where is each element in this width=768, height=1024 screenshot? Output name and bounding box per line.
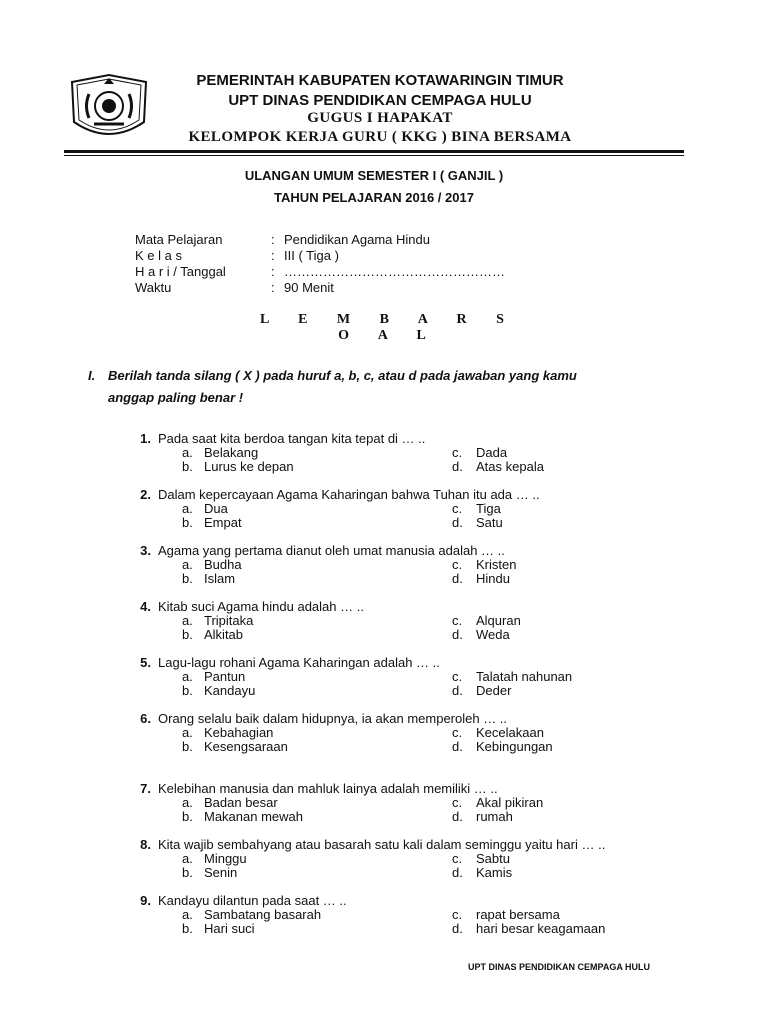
option-d: Kebingungan bbox=[476, 739, 553, 754]
option-letter-c: c. bbox=[452, 445, 463, 460]
question-text: Lagu-lagu rohani Agama Kaharingan adalah … .. bbox=[158, 655, 440, 670]
info-value: Pendidikan Agama Hindu bbox=[284, 232, 430, 247]
option-c: Kecelakaan bbox=[476, 725, 544, 740]
option-letter-b: b. bbox=[182, 865, 193, 880]
option-d: Satu bbox=[476, 515, 503, 530]
option-letter-a: a. bbox=[182, 795, 193, 810]
info-label: Mata Pelajaran bbox=[135, 232, 223, 247]
question-number: 4. bbox=[140, 599, 151, 614]
info-label: Waktu bbox=[135, 280, 172, 295]
question-text: Kelebihan manusia dan mahluk lainya adalah memiliki … .. bbox=[158, 781, 498, 796]
option-a: Badan besar bbox=[204, 795, 278, 810]
question-text: Orang selalu baik dalam hidupnya, ia akan memperoleh … .. bbox=[158, 711, 508, 726]
question-number: 8. bbox=[140, 837, 151, 852]
option-letter-d: d. bbox=[452, 683, 463, 698]
option-a: Tripitaka bbox=[204, 613, 254, 628]
option-letter-d: d. bbox=[452, 739, 463, 754]
option-letter-a: a. bbox=[182, 907, 193, 922]
info-value: 90 Menit bbox=[284, 280, 334, 295]
option-letter-d: d. bbox=[452, 571, 463, 586]
question-text: Pada saat kita berdoa tangan kita tepat di … .. bbox=[158, 431, 426, 446]
option-letter-c: c. bbox=[452, 501, 463, 516]
footer-institution: UPT DINAS PENDIDIKAN CEMPAGA HULU bbox=[468, 962, 651, 972]
option-d: Weda bbox=[476, 627, 510, 642]
option-c: Talatah nahunan bbox=[476, 669, 573, 684]
option-b: Empat bbox=[204, 515, 242, 530]
regional-emblem-icon bbox=[64, 72, 154, 144]
option-letter-d: d. bbox=[452, 627, 463, 642]
option-b: Hari suci bbox=[204, 921, 255, 936]
info-colon: : bbox=[271, 264, 275, 279]
option-a: Budha bbox=[204, 557, 242, 572]
header-working-group: KELOMPOK KERJA GURU ( KKG ) BINA BERSAMA bbox=[188, 129, 572, 145]
option-b: Kandayu bbox=[204, 683, 256, 698]
info-colon: : bbox=[271, 280, 275, 295]
exam-title: ULANGAN UMUM SEMESTER I ( GANJIL ) bbox=[244, 168, 504, 183]
info-label: K e l a s bbox=[135, 248, 182, 263]
option-letter-a: a. bbox=[182, 613, 193, 628]
option-letter-c: c. bbox=[452, 669, 463, 684]
option-d: Hindu bbox=[476, 571, 510, 586]
option-letter-a: a. bbox=[182, 669, 193, 684]
option-letter-c: c. bbox=[452, 795, 463, 810]
question-number: 7. bbox=[140, 781, 151, 796]
question-text: Dalam kepercayaan Agama Kaharingan bahwa Tuhan itu ada … .. bbox=[158, 487, 540, 502]
question-text: Agama yang pertama dianut oleh umat manusia adalah … .. bbox=[158, 543, 505, 558]
option-letter-d: d. bbox=[452, 459, 463, 474]
option-b: Makanan mewah bbox=[204, 809, 303, 824]
option-c: Akal pikiran bbox=[476, 795, 544, 810]
option-b: Alkitab bbox=[204, 627, 244, 642]
option-letter-d: d. bbox=[452, 515, 463, 530]
option-a: Sambatang basarah bbox=[204, 907, 322, 922]
option-letter-b: b. bbox=[182, 683, 193, 698]
info-label: H a r i / Tanggal bbox=[135, 264, 226, 279]
option-letter-d: d. bbox=[452, 865, 463, 880]
option-d: hari besar keagamaan bbox=[476, 921, 606, 936]
option-b: Senin bbox=[204, 865, 238, 880]
option-letter-a: a. bbox=[182, 501, 193, 516]
option-letter-b: b. bbox=[182, 515, 193, 530]
option-c: Kristen bbox=[476, 557, 517, 572]
option-c: Alquran bbox=[476, 613, 521, 628]
question-number: 6. bbox=[140, 711, 151, 726]
option-letter-b: b. bbox=[182, 459, 193, 474]
option-letter-d: d. bbox=[452, 921, 463, 936]
option-c: Tiga bbox=[476, 501, 501, 516]
question-number: 3. bbox=[140, 543, 151, 558]
option-letter-b: b. bbox=[182, 809, 193, 824]
option-letter-c: c. bbox=[452, 851, 463, 866]
question-text: Kandayu dilantun pada saat … .. bbox=[158, 893, 347, 908]
instruction-number: I. bbox=[88, 368, 96, 383]
option-c: Sabtu bbox=[476, 851, 510, 866]
option-letter-d: d. bbox=[452, 809, 463, 824]
question-number: 9. bbox=[140, 893, 151, 908]
option-a: Kebahagian bbox=[204, 725, 274, 740]
section-title: L E M B A R S O A L bbox=[260, 312, 510, 343]
option-c: Dada bbox=[476, 445, 508, 460]
question-number: 2. bbox=[140, 487, 151, 502]
info-colon: : bbox=[271, 232, 275, 247]
option-letter-c: c. bbox=[452, 613, 463, 628]
option-letter-b: b. bbox=[182, 627, 193, 642]
option-d: rumah bbox=[476, 809, 513, 824]
info-value: …………………………………………… bbox=[284, 264, 505, 279]
question-text: Kita wajib sembahyang atau basarah satu kali dalam seminggu yaitu hari … .. bbox=[158, 837, 606, 852]
option-letter-c: c. bbox=[452, 725, 463, 740]
question-number: 5. bbox=[140, 655, 151, 670]
info-colon: : bbox=[271, 248, 275, 263]
option-b: Lurus ke depan bbox=[204, 459, 294, 474]
option-letter-b: b. bbox=[182, 571, 193, 586]
option-letter-c: c. bbox=[452, 907, 463, 922]
option-b: Islam bbox=[204, 571, 236, 586]
header-divider-thick bbox=[64, 150, 684, 153]
header-divider-thin bbox=[64, 155, 684, 156]
option-letter-a: a. bbox=[182, 557, 193, 572]
info-value: III ( Tiga ) bbox=[284, 248, 339, 263]
header-cluster: GUGUS I HAPAKAT bbox=[307, 110, 453, 126]
option-a: Minggu bbox=[204, 851, 247, 866]
option-letter-b: b. bbox=[182, 921, 193, 936]
option-a: Dua bbox=[204, 501, 228, 516]
option-a: Belakang bbox=[204, 445, 259, 460]
option-letter-c: c. bbox=[452, 557, 463, 572]
instruction-line: anggap paling benar ! bbox=[108, 390, 244, 405]
option-letter-a: a. bbox=[182, 725, 193, 740]
option-b: Kesengsaraan bbox=[204, 739, 288, 754]
header-government: PEMERINTAH KABUPATEN KOTAWARINGIN TIMUR bbox=[196, 72, 564, 89]
header-department: UPT DINAS PENDIDIKAN CEMPAGA HULU bbox=[228, 92, 532, 109]
exam-year: TAHUN PELAJARAN 2016 / 2017 bbox=[274, 190, 474, 205]
option-d: Kamis bbox=[476, 865, 513, 880]
option-d: Atas kepala bbox=[476, 459, 544, 474]
option-a: Pantun bbox=[204, 669, 246, 684]
question-text: Kitab suci Agama hindu adalah … .. bbox=[158, 599, 364, 614]
option-d: Deder bbox=[476, 683, 512, 698]
option-letter-a: a. bbox=[182, 851, 193, 866]
question-number: 1. bbox=[140, 431, 151, 446]
option-letter-b: b. bbox=[182, 739, 193, 754]
option-letter-a: a. bbox=[182, 445, 193, 460]
instruction-line: Berilah tanda silang ( X ) pada huruf a, b, c, atau d pada jawaban yang kamu bbox=[108, 368, 577, 383]
option-c: rapat bersama bbox=[476, 907, 560, 922]
